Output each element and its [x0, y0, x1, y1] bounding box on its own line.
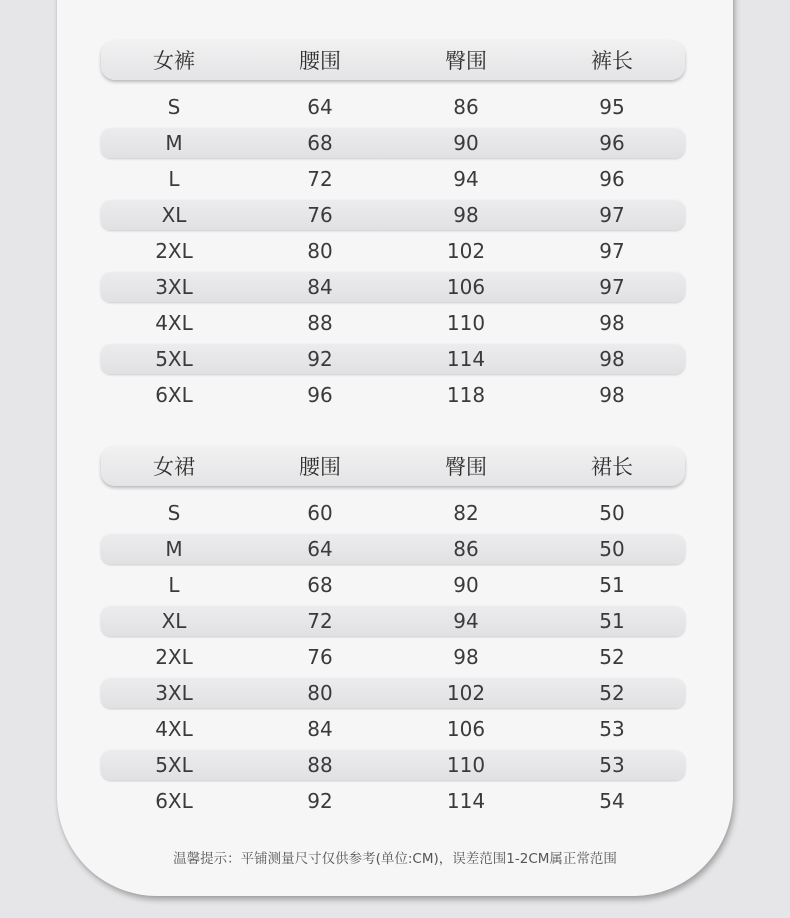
hip-cell: 98 — [453, 203, 479, 227]
length-cell: 51 — [599, 573, 625, 597]
pants-table-header — [101, 40, 685, 80]
size-cell: 3XL — [155, 275, 193, 299]
header-cell-length: 裙长 — [591, 455, 633, 479]
length-cell: 96 — [599, 131, 625, 155]
length-cell: 53 — [599, 753, 625, 777]
size-cell: 2XL — [155, 645, 193, 669]
waist-cell: 68 — [307, 131, 333, 155]
size-cell: L — [168, 573, 180, 597]
waist-cell: 96 — [307, 383, 333, 407]
hip-cell: 82 — [453, 501, 479, 525]
size-cell: 5XL — [155, 753, 193, 777]
waist-cell: 88 — [307, 753, 333, 777]
length-cell: 98 — [599, 311, 625, 335]
length-cell: 50 — [599, 537, 625, 561]
hip-cell: 90 — [453, 131, 479, 155]
header-cell-size: 女裤 — [153, 49, 195, 73]
size-cell: 6XL — [155, 789, 193, 813]
size-cell: 2XL — [155, 239, 193, 263]
table-row — [101, 498, 685, 528]
table-row — [101, 786, 685, 816]
size-cell: 5XL — [155, 347, 193, 371]
length-cell: 52 — [599, 645, 625, 669]
header-cell-size: 女裙 — [153, 455, 195, 479]
hip-cell: 86 — [453, 537, 479, 561]
length-cell: 95 — [599, 95, 625, 119]
measurement-note: 温馨提示：平铺测量尺寸仅供参考(单位:CM)，误差范围1-2CM属正常范围 — [173, 851, 617, 867]
header-cell-waist: 腰围 — [299, 49, 341, 73]
header-cell-waist: 腰围 — [299, 455, 341, 479]
size-cell: XL — [161, 609, 187, 633]
hip-cell: 102 — [446, 239, 486, 263]
waist-cell: 84 — [307, 717, 333, 741]
table-row — [101, 678, 685, 708]
skirt-table-header — [101, 446, 685, 486]
header-cell-hip: 臀围 — [445, 455, 487, 479]
hip-cell: 114 — [446, 789, 486, 813]
table-row — [101, 344, 685, 374]
header-cell-hip: 臀围 — [445, 49, 487, 73]
table-row — [101, 308, 685, 338]
hip-cell: 106 — [446, 275, 486, 299]
hip-cell: 106 — [446, 717, 486, 741]
pants-size-table — [101, 40, 685, 416]
table-row — [101, 714, 685, 744]
hip-cell: 114 — [446, 347, 486, 371]
hip-cell: 118 — [446, 383, 486, 407]
size-cell: 3XL — [155, 681, 193, 705]
waist-cell: 92 — [307, 347, 333, 371]
waist-cell: 80 — [307, 681, 333, 705]
table-row — [101, 570, 685, 600]
size-cell: S — [167, 501, 181, 525]
table-row — [101, 92, 685, 122]
size-cell: S — [167, 95, 181, 119]
length-cell: 52 — [599, 681, 625, 705]
header-cell-length: 裤长 — [591, 49, 633, 73]
hip-cell: 94 — [453, 609, 479, 633]
table-row — [101, 164, 685, 194]
hip-cell: 110 — [446, 311, 486, 335]
waist-cell: 76 — [307, 645, 333, 669]
table-row — [101, 534, 685, 564]
table-row — [101, 200, 685, 230]
waist-cell: 84 — [307, 275, 333, 299]
waist-cell: 80 — [307, 239, 333, 263]
waist-cell: 64 — [307, 95, 333, 119]
size-cell: XL — [161, 203, 187, 227]
length-cell: 97 — [599, 275, 625, 299]
size-cell: 4XL — [155, 311, 193, 335]
waist-cell: 92 — [307, 789, 333, 813]
waist-cell: 60 — [307, 501, 333, 525]
hip-cell: 98 — [453, 645, 479, 669]
hip-cell: 102 — [446, 681, 486, 705]
hip-cell: 110 — [446, 753, 486, 777]
table-row — [101, 272, 685, 302]
size-cell: M — [165, 537, 183, 561]
waist-cell: 72 — [307, 167, 333, 191]
waist-cell: 72 — [307, 609, 333, 633]
length-cell: 50 — [599, 501, 625, 525]
hip-cell: 86 — [453, 95, 479, 119]
size-cell: 4XL — [155, 717, 193, 741]
size-cell: M — [165, 131, 183, 155]
length-cell: 53 — [599, 717, 625, 741]
table-row — [101, 236, 685, 266]
table-row — [101, 606, 685, 636]
table-row — [101, 750, 685, 780]
hip-cell: 90 — [453, 573, 479, 597]
size-cell: L — [168, 167, 180, 191]
length-cell: 97 — [599, 239, 625, 263]
length-cell: 97 — [599, 203, 625, 227]
skirt-size-table — [101, 446, 685, 822]
table-row — [101, 380, 685, 410]
length-cell: 98 — [599, 347, 625, 371]
table-row — [101, 128, 685, 158]
waist-cell: 76 — [307, 203, 333, 227]
length-cell: 51 — [599, 609, 625, 633]
size-cell: 6XL — [155, 383, 193, 407]
waist-cell: 88 — [307, 311, 333, 335]
length-cell: 96 — [599, 167, 625, 191]
length-cell: 54 — [599, 789, 625, 813]
length-cell: 98 — [599, 383, 625, 407]
waist-cell: 68 — [307, 573, 333, 597]
hip-cell: 94 — [453, 167, 479, 191]
waist-cell: 64 — [307, 537, 333, 561]
table-row — [101, 642, 685, 672]
